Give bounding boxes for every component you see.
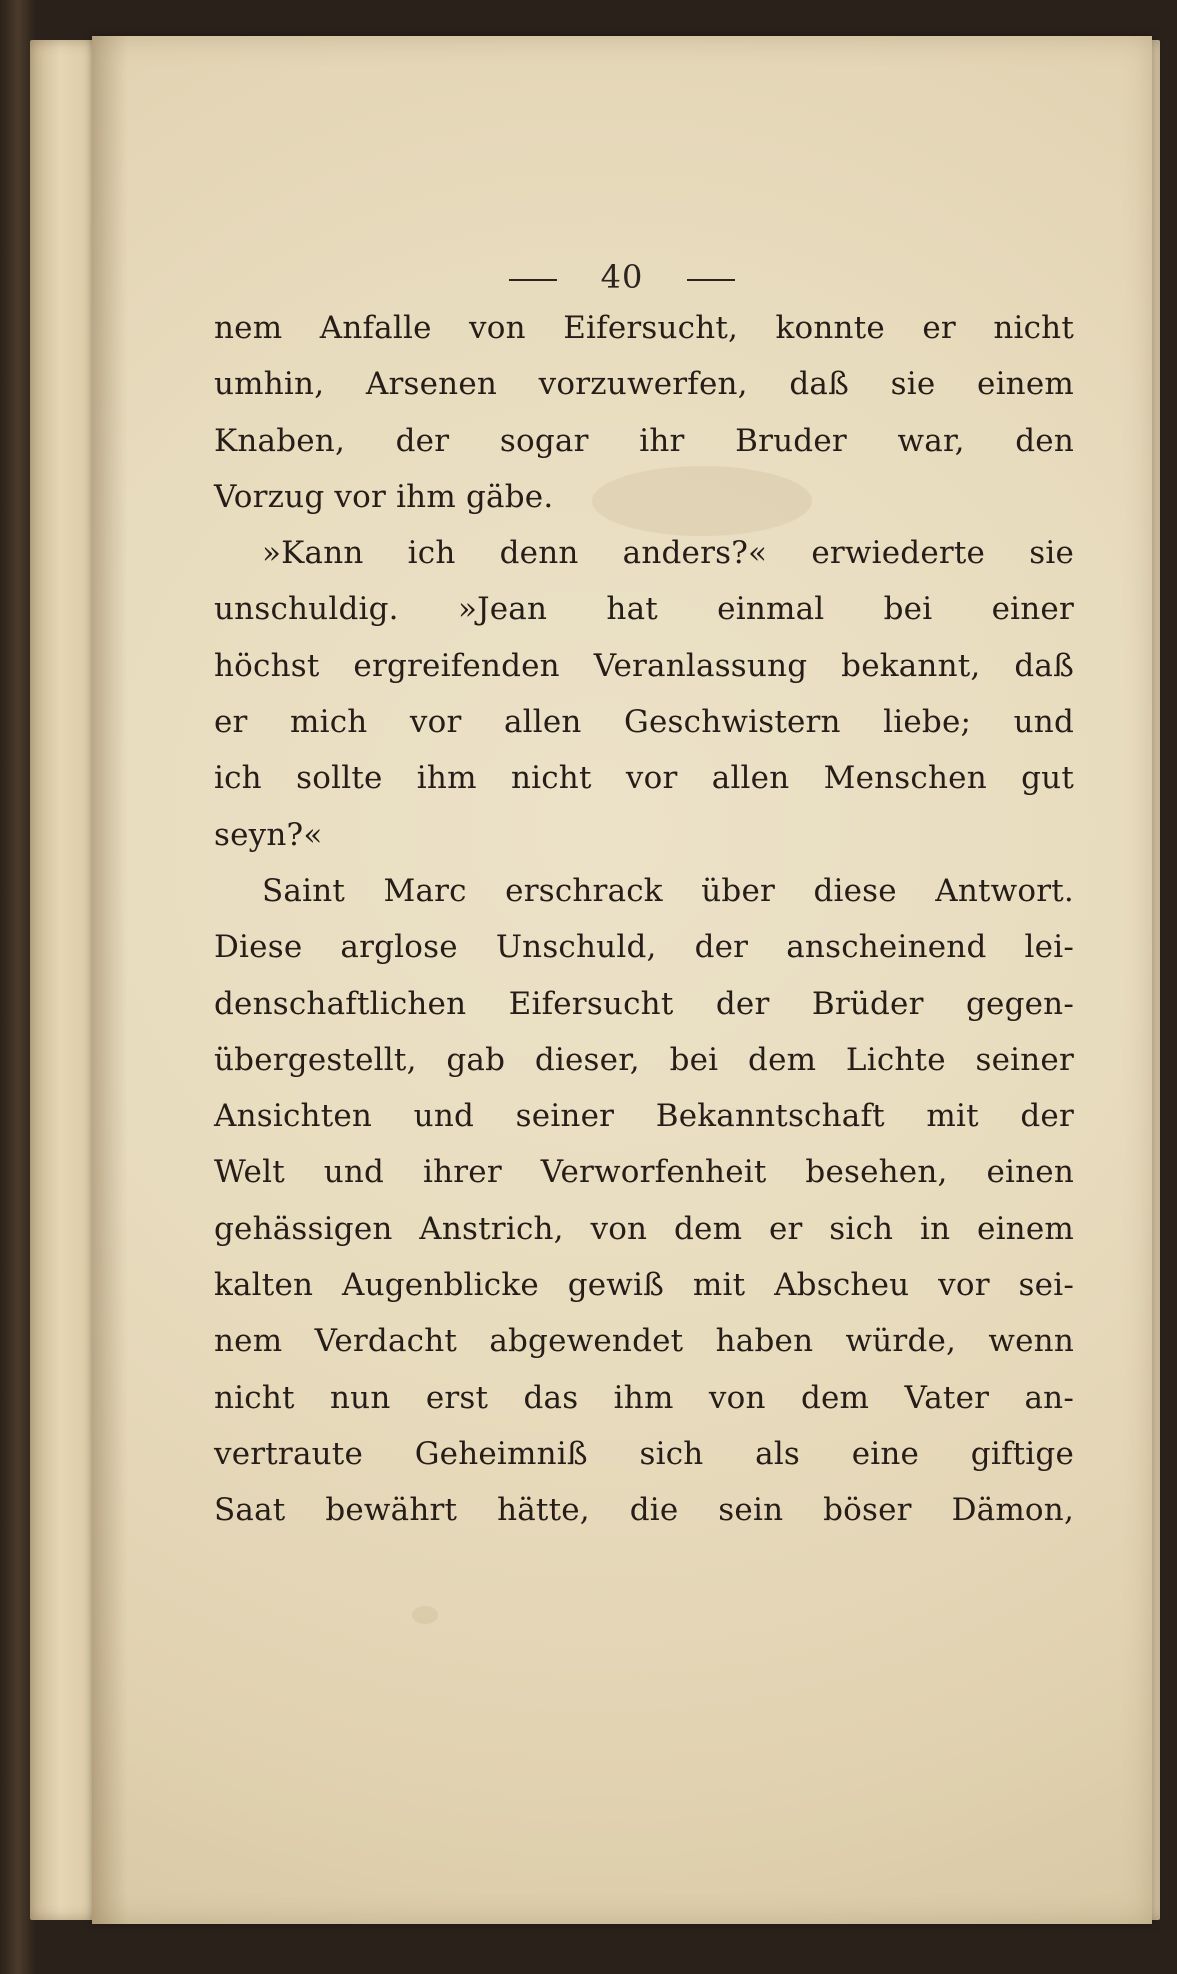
page-number-header xyxy=(92,258,1152,296)
text-line: höchst ergreifenden Veranlassung bekannt, daß xyxy=(214,647,1074,684)
text-line: Welt und ihrer Verworfenheit besehen, einen xyxy=(214,1154,1074,1191)
text-line: Knaben, der sogar ihr Bruder war, den xyxy=(214,422,1074,459)
page-number-dash-right xyxy=(687,279,735,281)
text-line: umhin, Arsenen vorzuwerfen, daß sie einem xyxy=(214,366,1074,403)
text-line: denschaftlichen Eifersucht der Brüder gegen- xyxy=(214,985,1074,1022)
page-number-dash-left xyxy=(509,279,557,281)
text-line: Vorzug vor ihm gäbe. xyxy=(214,478,554,515)
text-line: Ansichten und seiner Bekanntschaft mit der xyxy=(214,1098,1074,1135)
page-number: 40 xyxy=(600,258,644,296)
text-line: kalten Augenblicke gewiß mit Abscheu vor sei- xyxy=(214,1267,1074,1304)
text-line: Saint Marc erschrack über diese Antwort. xyxy=(262,872,1074,909)
text-line: Saat bewährt hätte, die sein böser Dämon, xyxy=(214,1492,1074,1529)
text-line: ich sollte ihm nicht vor allen Menschen gut xyxy=(214,760,1074,797)
text-line: seyn?« xyxy=(214,816,323,853)
main-text-block xyxy=(214,300,1074,1539)
text-line: gehässigen Anstrich, von dem er sich in einem xyxy=(214,1210,1074,1247)
text-line: unschuldig. »Jean hat einmal bei einer xyxy=(214,591,1074,628)
paragraph-3 xyxy=(214,863,1074,1539)
text-line: nicht nun erst das ihm von dem Vater an- xyxy=(214,1379,1074,1416)
text-line: nem Anfalle von Eifersucht, konnte er nicht xyxy=(214,310,1074,346)
text-line: vertraute Geheimniß sich als eine giftige xyxy=(214,1435,1074,1472)
paragraph-1 xyxy=(214,300,1074,525)
text-line: er mich vor allen Geschwistern liebe; und xyxy=(214,704,1074,741)
text-line: Diese arglose Unschuld, der anscheinend lei- xyxy=(214,929,1074,966)
paragraph-2 xyxy=(214,525,1074,863)
paper-stain xyxy=(412,1606,438,1624)
text-line: übergestellt, gab dieser, bei dem Lichte seiner xyxy=(214,1041,1074,1078)
text-line: nem Verdacht abgewendet haben würde, wenn xyxy=(214,1323,1074,1360)
text-line: »Kann ich denn anders?« erwiederte sie xyxy=(262,535,1074,572)
